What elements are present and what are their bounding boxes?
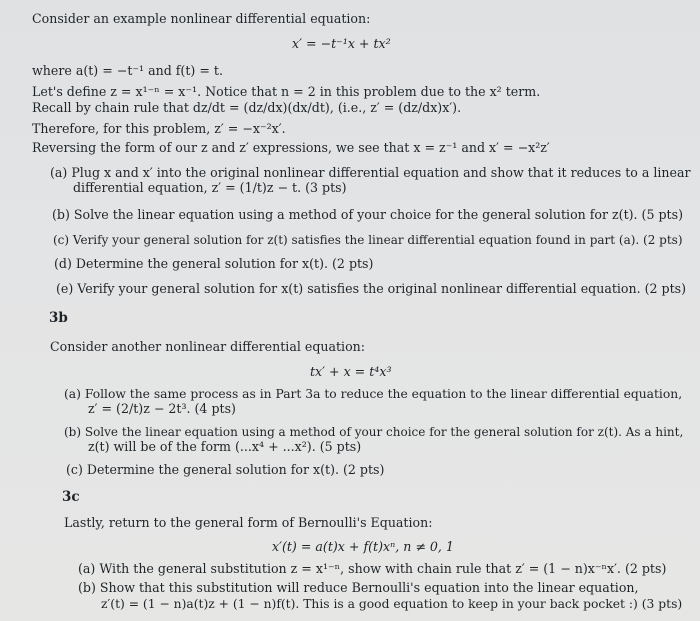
part3c-heading: 3c — [62, 489, 80, 505]
part3b-item-c: (c) Determine the general solution for x(t). (2 pts) — [66, 462, 385, 477]
part3c-item-b-line1: (b) Show that this substitution will reduce Bernoulli's equation into the linear equation, — [78, 580, 639, 595]
part3a-chain-rule: Recall by chain rule that dz/dt = (dz/dx)(dx/dt), (i.e., z′ = (dz/dx)x′). — [32, 100, 462, 115]
part3b-equation: tx′ + x = t⁴x³ — [310, 364, 392, 379]
part3b-heading: 3b — [49, 310, 68, 326]
part3a-item-b: (b) Solve the linear equation using a method of your choice for the general solution for z(t). (5 pts) — [52, 207, 683, 222]
part3a-item-a-line1: (a) Plug x and x′ into the original nonlinear differential equation and show that it reduces to a linear — [50, 165, 691, 180]
part3a-intro: Consider an example nonlinear differential equation: — [32, 11, 371, 26]
part3b-intro: Consider another nonlinear differential equation: — [50, 339, 366, 354]
part3a-equation: x′ = −t⁻¹x + tx² — [292, 36, 391, 51]
part3b-item-a-line2: z′ = (2/t)z − 2t³. (4 pts) — [88, 401, 236, 416]
part3a-item-c: (c) Verify your general solution for z(t) satisfies the linear differential equation found in part (a). (2 pts) — [53, 233, 683, 247]
part3a-item-a-line2: differential equation, z′ = (1/t)z − t. (3 pts) — [73, 180, 347, 195]
part3c-item-a: (a) With the general substitution z = x¹⁻ⁿ, show with chain rule that z′ = (1 − n)x⁻ⁿx′. (2 pts) — [78, 561, 667, 576]
part3b-item-b-line1: (b) Solve the linear equation using a method of your choice for the general solution for z(t). As a hint, — [64, 425, 684, 439]
part3c-intro: Lastly, return to the general form of Bernoulli's Equation: — [64, 515, 433, 530]
part3a-item-e: (e) Verify your general solution for x(t) satisfies the original nonlinear differential equation. (2 pts) — [56, 281, 687, 296]
part3a-where: where a(t) = −t⁻¹ and f(t) = t. — [32, 63, 223, 78]
part3a-item-d: (d) Determine the general solution for x(t). (2 pts) — [54, 256, 374, 271]
part3a-define: Let's define z = x¹⁻ⁿ = x⁻¹. Notice that n = 2 in this problem due to the x² term. — [32, 84, 541, 99]
part3b-item-a-line1: (a) Follow the same process as in Part 3a to reduce the equation to the linear differential equation, — [64, 387, 683, 401]
part3c-item-b-line2: z′(t) = (1 − n)a(t)z + (1 − n)f(t). This is a good equation to keep in your back pocket :) (3 pts) — [101, 597, 683, 611]
part3a-therefore: Therefore, for this problem, z′ = −x⁻²x′. — [32, 121, 286, 136]
part3b-item-b-line2: z(t) will be of the form (...x⁴ + ...x²). (5 pts) — [88, 439, 362, 454]
part3a-reversing: Reversing the form of our z and z′ expressions, we see that x = z⁻¹ and x′ = −x²z′ — [32, 140, 550, 155]
part3c-equation: x′(t) = a(t)x + f(t)xⁿ, n ≠ 0, 1 — [272, 539, 454, 554]
